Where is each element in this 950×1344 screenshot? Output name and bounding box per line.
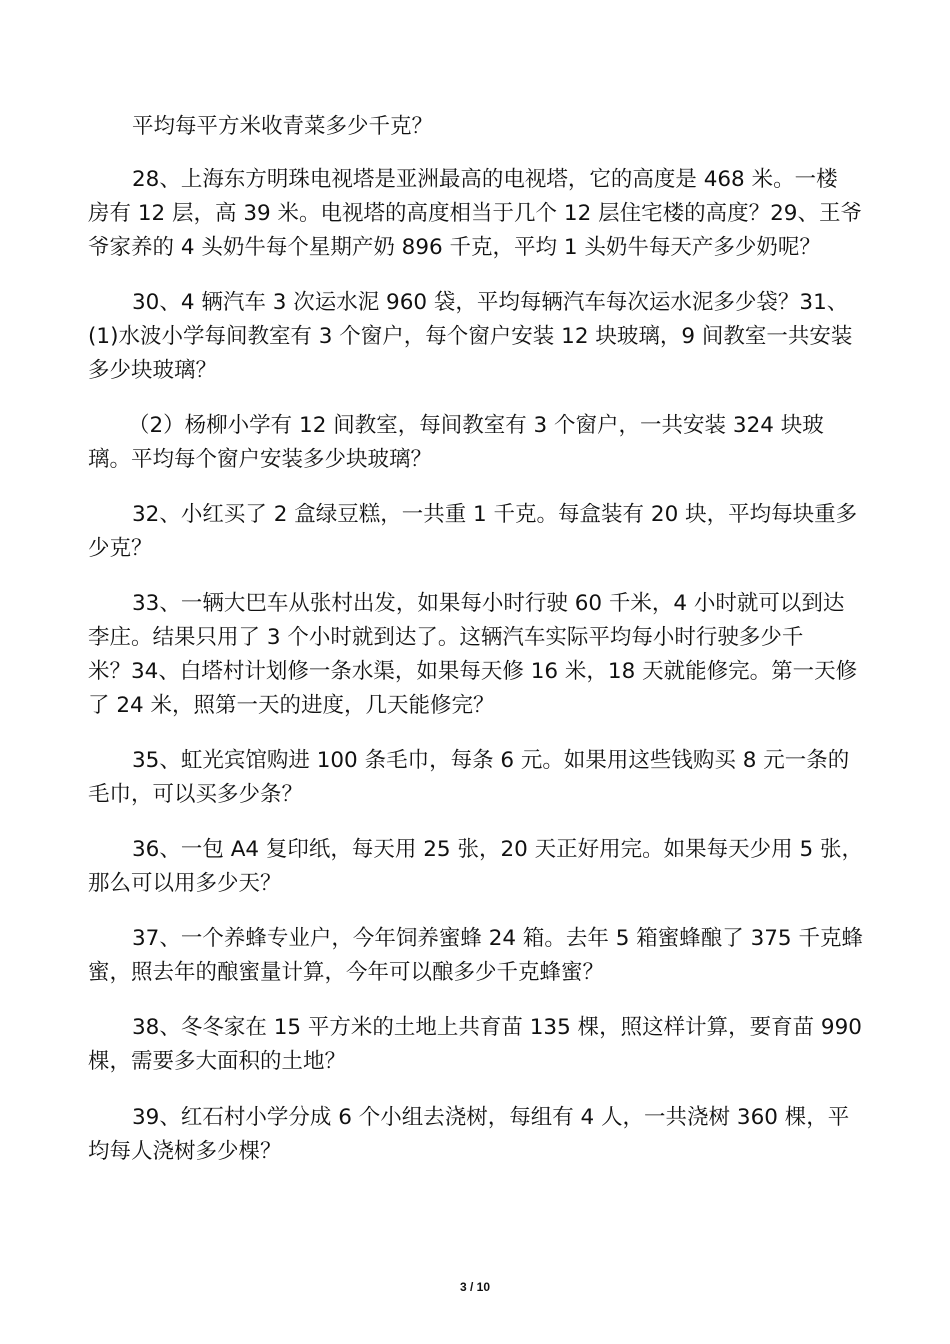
text-line: (1)水波小学每间教室有 3 个窗户，每个窗户安装 12 块玻璃，9 间教室一共安装 — [88, 324, 853, 349]
paragraph-33-34 — [88, 587, 858, 723]
text-line: 均每人浇树多少棵？ — [88, 1139, 282, 1164]
text-line: 37、一个养蜂专业户，今年饲养蜜蜂 24 箱。去年 5 箱蜜蜂酿了 375 千克蜂 — [132, 926, 863, 951]
text-line: 那么可以用多少天？ — [88, 871, 282, 896]
text-line: 28、上海东方明珠电视塔是亚洲最高的电视塔，它的高度是 468 米。一楼 — [132, 167, 838, 192]
paragraph-39 — [88, 1101, 858, 1169]
text-line: 33、一辆大巴车从张村出发，如果每小时行驶 60 千米，4 小时就可以到达 — [132, 591, 845, 616]
text-line: 32、小红买了 2 盒绿豆糕，一共重 1 千克。每盒装有 20 块，平均每块重多 — [132, 502, 858, 527]
text-line: 多少块玻璃？ — [88, 358, 218, 383]
text-line: 39、红石村小学分成 6 个小组去浇树，每组有 4 人，一共浇树 360 棵，平 — [132, 1105, 850, 1130]
paragraph-27-tail — [88, 110, 858, 144]
paragraph-37 — [88, 922, 863, 990]
text-line: 房有 12 层，高 39 米。电视塔的高度相当于几个 12 层住宅楼的高度？29、王爷 — [88, 201, 862, 226]
text-line: 少克？ — [88, 536, 153, 561]
text-line: 毛巾，可以买多少条？ — [88, 782, 304, 807]
text-line: 30、4 辆汽车 3 次运水泥 960 袋，平均每辆汽车每次运水泥多少袋？31、 — [132, 290, 849, 315]
text-line: 36、一包 A4 复印纸，每天用 25 张，20 天正好用完。如果每天少用 5 张， — [132, 837, 863, 862]
page-number: 3 / 10 — [459, 1280, 491, 1294]
paragraph-30-31 — [88, 286, 858, 388]
text-line: 38、冬冬家在 15 平方米的土地上共育苗 135 棵，照这样计算，要育苗 990 — [132, 1015, 862, 1040]
text-line: 蜜，照去年的酿蜜量计算，今年可以酿多少千克蜂蜜？ — [88, 960, 605, 985]
text-line: 李庄。结果只用了 3 个小时就到达了。这辆汽车实际平均每小时行驶多少千 — [88, 625, 804, 650]
text-line: 璃。平均每个窗户安装多少块玻璃？ — [88, 447, 433, 472]
paragraph-31-2 — [88, 409, 858, 477]
text-line: 棵，需要多大面积的土地？ — [88, 1049, 347, 1074]
paragraph-35 — [88, 744, 858, 812]
paragraph-28-29 — [88, 163, 862, 265]
paragraph-32 — [88, 498, 858, 566]
paragraph-38 — [88, 1011, 862, 1079]
text-line: 平均每平方米收青菜多少千克？ — [132, 114, 434, 139]
text-line: 爷家养的 4 头奶牛每个星期产奶 896 千克，平均 1 头奶牛每天产多少奶呢？ — [88, 235, 821, 260]
text-line: 了 24 米，照第一天的进度，几天能修完？ — [88, 693, 495, 718]
paragraph-36 — [88, 833, 863, 901]
text-line: 米？34、白塔村计划修一条水渠，如果每天修 16 米，18 天就能修完。第一天修 — [88, 659, 858, 684]
text-line: 35、虹光宾馆购进 100 条毛巾，每条 6 元。如果用这些钱购买 8 元一条的 — [132, 748, 850, 773]
text-line: （2）杨柳小学有 12 间教室，每间教室有 3 个窗户，一共安装 324 块玻 — [128, 413, 824, 438]
